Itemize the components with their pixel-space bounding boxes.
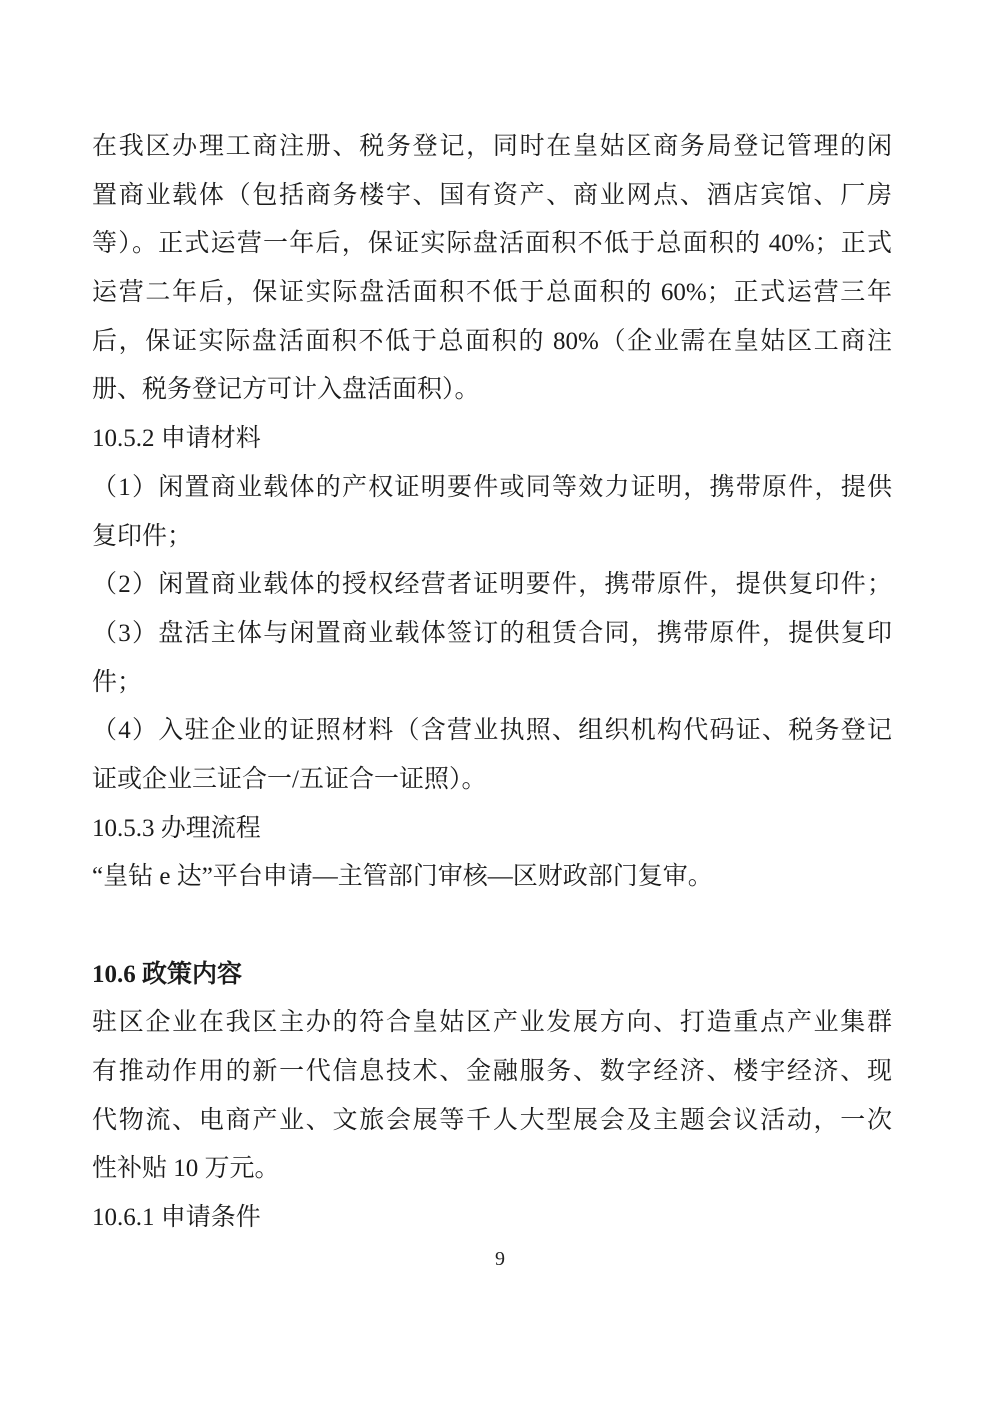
paragraph-line: 册、税务登记方可计入盘活面积）。 [92,376,480,404]
document-body [92,123,892,1243]
list-item-1-line: （1）闲置商业载体的产权证明要件或同等效力证明，携带原件，提供 [92,473,892,501]
paragraph-line: 在我区办理工商注册、税务登记，同时在皇姑区商务局登记管理的闲 [92,133,892,160]
list-item-4-line: 证或企业三证合一/五证合一证照）。 [92,765,487,793]
paragraph-line: 有推动作用的新一代信息技术、金融服务、数字经济、楼宇经济、现 [92,1058,892,1086]
paragraph-line: 运营二年后，保证实际盘活面积不低于总面积的 60%；正式运营三年 [92,279,892,307]
paragraph-line: 后，保证实际盘活面积不低于总面积的 80%（企业需在皇姑区工商注 [92,327,892,355]
page-number: 9 [495,1248,505,1270]
heading-10-5-3: 10.5.3 办理流程 [92,814,261,842]
heading-10-6-1: 10.6.1 申请条件 [92,1204,261,1232]
list-item-3-line: 件； [92,668,143,696]
paragraph-line: 置商业载体（包括商务楼宇、国有资产、商业网点、酒店宾馆、厂房 [92,181,892,209]
paragraph-line: 代物流、电商产业、文旅会展等千人大型展会及主题会议活动，一次 [92,1106,892,1134]
heading-10-6: 10.6 政策内容 [92,960,243,988]
heading-10-5-2: 10.5.2 申请材料 [92,425,261,453]
paragraph-line: 性补贴 10 万元。 [92,1155,280,1183]
list-item-3-line: （3）盘活主体与闲置商业载体签订的租赁合同，携带原件，提供复印 [92,619,892,647]
list-item-1-line: 复印件； [92,522,193,550]
blank-line [92,902,892,951]
list-item-4-line: （4）入驻企业的证照材料（含营业执照、组织机构代码证、税务登记 [92,717,892,745]
paragraph-line: 驻区企业在我区主办的符合皇姑区产业发展方向、打造重点产业集群 [92,1009,892,1037]
paragraph-line: 等）。正式运营一年后，保证实际盘活面积不低于总面积的 40%；正式 [92,230,892,258]
paragraph-line: “皇钻 e 达”平台申请—主管部门审核—区财政部门复审。 [92,863,713,891]
list-item-2-line: （2）闲置商业载体的授权经营者证明要件，携带原件，提供复印件； [92,571,892,599]
